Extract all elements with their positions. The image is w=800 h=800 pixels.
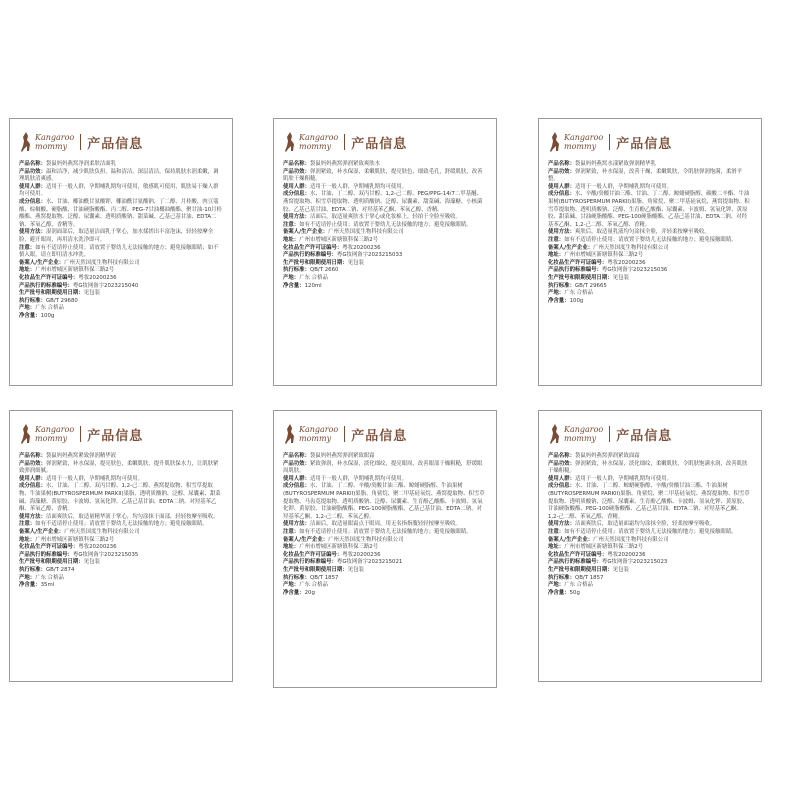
info-row <box>19 521 223 529</box>
info-row <box>548 275 752 283</box>
info-row <box>548 267 752 275</box>
header-divider <box>344 134 345 150</box>
info-value: 适用于一般人群，孕期哺乳期均可使用。 <box>574 183 673 190</box>
brand-name-line2: mommy <box>564 434 597 443</box>
brand-logo <box>19 131 74 153</box>
info-label: 生产批号和限期使用日期： <box>283 259 348 266</box>
info-row <box>548 590 752 598</box>
info-value: 广东 合格品 <box>299 274 328 281</box>
info-value: 见包装 <box>347 259 364 266</box>
info-label: 注意： <box>548 236 565 243</box>
info-row <box>283 245 487 253</box>
info-value: 袋鼠妈妈燕窝紧致弹润精华液 <box>45 453 117 459</box>
info-label: 产地： <box>283 274 300 281</box>
section-title: 产品信息 <box>351 136 408 152</box>
info-value: 广州天然国度生物科技有限公司 <box>328 229 404 236</box>
info-label: 使用方法： <box>283 214 310 221</box>
brand-name-line2: mommy <box>35 434 68 443</box>
info-label: 使用人群： <box>548 183 575 190</box>
section-title: 产品信息 <box>351 428 408 444</box>
info-label: 净含量： <box>283 282 305 289</box>
brand-name-line2: mommy <box>35 142 68 151</box>
info-row <box>283 529 487 537</box>
info-label: 备案人/生产企业： <box>283 536 329 543</box>
info-label: 使用方法： <box>283 521 310 528</box>
info-label: 化妆品生产许可证编号： <box>19 544 79 551</box>
info-row <box>548 567 752 575</box>
info-value: 适用于一般人群，孕期哺乳期均可使用。 <box>309 183 408 190</box>
info-row <box>283 582 487 590</box>
info-value: 水、辛酸/癸酸甘油三酯、甘油、丁二醇、鲸蜡硬脂醇、碳酸二辛酯、牛油果树(BUTYROSPERMUM PARKII)果脂、角鲨烷、聚二甲基硅氧烷、燕窝提取物、积雪草提取物、透明质酸钠、泛醇、生育酚乙酸酯、尿囊素、卡波姆、氢氧化钾、黄原胶、甜菜碱、甘油硬脂酸酯、PEG-100硬脂酸酯、乙基己基甘油、EDTA二钠、对羟基苯乙酮、1,2-己二醇、苯氧乙醇、香精。 <box>548 191 750 228</box>
header-divider <box>80 426 81 442</box>
info-value: 广东 合格品 <box>35 574 64 581</box>
brand-name-line1: Kangaroo <box>299 133 339 142</box>
info-row <box>283 544 487 552</box>
info-row <box>19 483 223 513</box>
info-label: 化妆品生产许可证编号： <box>548 551 608 558</box>
info-value: 广州市增城区新塘镇科保三路2号 <box>299 236 379 243</box>
header-divider <box>80 134 81 150</box>
info-label: 产品名称： <box>19 161 46 167</box>
info-value: 水、甘油、丁二醇、双丙甘醇、1,2-己二醇、燕窝提取物、积雪草提取物、牛油果树(BUTYROSPERMUM PARKII)果脂、透明质酸钠、泛醇、尿囊素、甜菜碱、海藻糖、黄原胶、卡波姆、氢氧化钾、乙基己基甘油、EDTA二钠、对羟基苯乙酮、苯氧乙醇、香精。 <box>19 483 221 513</box>
info-label: 化妆品生产许可证编号： <box>19 274 79 281</box>
info-row <box>283 267 487 275</box>
card-header <box>19 419 223 449</box>
info-row <box>548 461 752 476</box>
card-header <box>548 419 752 449</box>
info-value: 粤妆20200236 <box>342 551 381 558</box>
product-info-card <box>538 118 762 386</box>
info-label: 注意： <box>19 521 36 528</box>
brand-name-line1: Kangaroo <box>564 425 604 434</box>
info-value: 袋鼠妈妈燕窝弹润紧致眼霜 <box>309 453 375 459</box>
info-row <box>19 169 223 184</box>
info-row <box>283 275 487 283</box>
section-title: 产品信息 <box>87 428 144 444</box>
info-value: 爽肤后，取适量乳液均匀涂抹全脸，并轻柔按摩至吸收。 <box>574 229 710 236</box>
section-title: 产品信息 <box>616 136 673 152</box>
info-value: 粤G妆网备字2023215036 <box>601 267 668 274</box>
info-label: 产品名称： <box>19 453 46 459</box>
info-row <box>548 575 752 583</box>
brand-logo <box>283 423 338 445</box>
info-value: 如有不适请停止使用；请放置于婴幼儿无法接触的地方；避免接触眼睛。 <box>564 528 737 535</box>
info-label: 产品执行的标准编号： <box>548 559 602 566</box>
info-row <box>19 582 223 590</box>
product-info-card <box>9 118 233 386</box>
info-row <box>19 290 223 298</box>
info-row <box>283 453 487 461</box>
info-value: 袋鼠妈妈燕窝弹润紧致面霜 <box>574 453 640 459</box>
info-value: 粤妆20200236 <box>342 244 381 251</box>
info-value: 如有不适请停止使用；请放置于婴幼儿无法接触的地方；避免接触眼睛。 <box>299 221 472 228</box>
info-value: 洁面后，取适量爽肤水于掌心或化妆棉上，轻拍于全脸至吸收。 <box>309 214 461 221</box>
info-value: 35ml <box>40 582 55 589</box>
brand-name-line1: Kangaroo <box>564 133 604 142</box>
info-label: 成分信息： <box>283 483 310 490</box>
info-value: 广州市增城区新塘镇科保三路2号 <box>564 252 644 259</box>
info-rows <box>283 453 487 597</box>
info-label: 备案人/生产企业： <box>19 259 65 266</box>
info-label: 生产批号和限期使用日期： <box>548 566 613 573</box>
info-value: 如有不适请停止使用；请放置于婴幼儿无法接触的地方；避免接触眼睛。 <box>564 236 737 243</box>
info-row <box>283 575 487 583</box>
product-info-card <box>273 118 497 386</box>
info-row <box>548 283 752 291</box>
kangaroo-icon <box>548 131 562 153</box>
info-label: 净含量： <box>19 582 41 589</box>
info-label: 产品执行的标准编号： <box>19 282 73 289</box>
info-row <box>548 537 752 545</box>
info-label: 地址： <box>19 536 36 543</box>
info-label: 产地： <box>19 574 36 581</box>
info-value: 粤妆20200236 <box>78 544 117 551</box>
info-label: 使用方法： <box>548 229 575 236</box>
info-value: 广州市增城区新塘镇科保三路2号 <box>299 544 379 551</box>
info-value: GB/T 29680 <box>45 297 78 304</box>
info-rows <box>548 453 752 597</box>
info-label: 产地： <box>283 582 300 589</box>
info-label: 产品功效： <box>19 460 46 467</box>
info-value: 如有不适请停止使用；请放置于婴幼儿无法接触的地方；避免接触眼睛。 <box>299 528 472 535</box>
info-value: 见包装 <box>347 566 364 573</box>
info-row <box>548 559 752 567</box>
info-rows <box>548 161 752 305</box>
info-label: 产品执行的标准编号： <box>283 252 337 259</box>
info-label: 产地： <box>19 305 36 312</box>
info-row <box>548 161 752 169</box>
info-value: 适用于一般人群，孕期哺乳期均可使用。 <box>45 475 144 482</box>
info-label: 备案人/生产企业： <box>19 528 65 535</box>
brand-name-line2: mommy <box>299 434 332 443</box>
brand-name-line2: mommy <box>564 142 597 151</box>
info-label: 地址： <box>548 252 565 259</box>
info-label: 使用人群： <box>283 475 310 482</box>
info-value: 弹润紧致，补水保湿，淡化细纹，柔嫩肌肤，令肌肤饱满水润，改善肌肤干燥粗糙。 <box>548 460 748 475</box>
info-label: 注意： <box>283 528 300 535</box>
info-label: 产品功效： <box>548 460 575 467</box>
info-value: 广东 合格品 <box>564 582 593 589</box>
info-row <box>19 245 223 260</box>
info-row <box>548 290 752 298</box>
info-row <box>283 461 487 476</box>
info-value: 100g <box>569 297 584 304</box>
info-row <box>19 537 223 545</box>
info-row <box>548 252 752 260</box>
info-label: 成分信息： <box>19 483 46 490</box>
info-value: 水、甘油、丁二醇、鲸蜡硬脂醇、辛酸/癸酸甘油三酯、牛油果树(BUTYROSPERMUM PARKII)果脂、角鲨烷、聚二甲基硅氧烷、燕窝提取物、积雪草提取物、透明质酸钠、泛醇、尿囊素、生育酚乙酸酯、卡波姆、氢氧化钾、黄原胶、甘油硬脂酸酯、PEG-100硬脂酸酯、乙基己基甘油、EDTA二钠、对羟基苯乙酮、1,2-己二醇、苯氧乙醇、香精。 <box>548 483 750 520</box>
info-label: 产品功效： <box>19 168 46 175</box>
kangaroo-icon <box>548 423 562 445</box>
info-value: QB/T 1857 <box>309 574 339 581</box>
info-value: 广州市增城区新塘镇科保三路2号 <box>35 267 115 274</box>
info-row <box>19 229 223 244</box>
info-value: 广州市增城区新塘镇科保三路2号 <box>35 536 115 543</box>
info-label: 注意： <box>283 221 300 228</box>
info-label: 执行标准： <box>283 574 310 581</box>
brand-name-line2: mommy <box>299 142 332 151</box>
info-label: 地址： <box>283 544 300 551</box>
info-label: 产品执行的标准编号： <box>283 559 337 566</box>
info-label: 生产批号和限期使用日期： <box>19 559 84 566</box>
info-row <box>548 229 752 237</box>
info-value: QB/T 2660 <box>309 267 339 274</box>
info-row <box>19 544 223 552</box>
info-label: 产品名称： <box>548 161 575 167</box>
info-label: 产品功效： <box>283 168 310 175</box>
info-rows <box>283 161 487 290</box>
info-value: 广州天然国度生物科技有限公司 <box>64 259 140 266</box>
info-value: 粤妆20200236 <box>607 551 646 558</box>
info-row <box>19 461 223 476</box>
info-label: 产地： <box>548 290 565 297</box>
info-label: 地址： <box>19 267 36 274</box>
info-row <box>283 483 487 521</box>
section-title: 产品信息 <box>616 428 673 444</box>
info-label: 净含量： <box>548 297 570 304</box>
info-row <box>19 575 223 583</box>
info-label: 净含量： <box>19 312 41 319</box>
info-row <box>19 267 223 275</box>
info-label: 执行标准： <box>19 297 46 304</box>
info-label: 使用人群： <box>19 183 46 190</box>
section-title: 产品信息 <box>87 136 144 152</box>
info-label: 注意： <box>548 528 565 535</box>
info-label: 净含量： <box>548 589 570 596</box>
info-row <box>19 184 223 199</box>
info-label: 使用人群： <box>283 183 310 190</box>
info-label: 使用人群： <box>19 475 46 482</box>
info-row <box>283 559 487 567</box>
product-info-card <box>9 410 233 682</box>
kangaroo-icon <box>283 131 297 153</box>
card-header <box>283 127 487 157</box>
info-value: 20g <box>304 589 315 596</box>
info-row <box>283 161 487 169</box>
kangaroo-icon <box>19 131 33 153</box>
info-row <box>283 252 487 260</box>
info-value: 水、甘油、丁二醇、双丙甘醇、1,2-己二醇、PEG/PPG-14/7二甲基醚、燕窝提取物、积雪草提取物、透明质酸钠、泛醇、尿囊素、甜菜碱、海藻糖、小核菌胶、乙基己基甘油、EDTA二钠、对羟基苯乙酮、苯氧乙醇、香精。 <box>283 191 483 213</box>
info-row <box>283 237 487 245</box>
info-label: 执行标准： <box>548 574 575 581</box>
info-label: 化妆品生产许可证编号： <box>283 551 343 558</box>
info-label: 注意： <box>19 244 36 251</box>
info-value: 粤妆20200236 <box>78 274 117 281</box>
info-value: 50g <box>569 589 580 596</box>
info-label: 执行标准： <box>19 566 46 573</box>
info-label: 成分信息： <box>548 191 575 198</box>
info-value: 粤G妆网备字2023215021 <box>336 559 403 566</box>
info-value: 适用于一般人群，孕期哺乳期均可使用，敏感肌可使用，肌肤易干燥人群均可使用。 <box>19 183 219 198</box>
info-row <box>19 275 223 283</box>
info-value: 水、甘油、丁二醇、辛酸/癸酸甘油三酯、鲸蜡硬脂醇、牛油果树(BUTYROSPERMUM PARKII)果脂、角鲨烷、聚二甲基硅氧烷、燕窝提取物、积雪草提取物、马齿苋提取物、透明质酸钠、泛醇、尿囊素、生育酚乙酸酯、卡波姆、氢氧化钾、黄原胶、甘油硬脂酸酯、PEG-100硬脂酸酯、乙基己基甘油、EDTA二钠、对羟基苯乙酮、1,2-己二醇、苯氧乙醇。 <box>283 483 485 520</box>
info-value: 紧致弹润，补水保湿，淡化细纹，提亮眼周，改善眼部干燥粗糙，舒缓眼周肌肤。 <box>283 460 483 475</box>
info-row <box>19 453 223 461</box>
info-row <box>548 237 752 245</box>
info-row <box>283 169 487 184</box>
card-header <box>283 419 487 449</box>
info-value: 广东 合格品 <box>35 305 64 312</box>
info-label: 使用方法： <box>19 229 46 236</box>
info-label: 产品执行的标准编号： <box>19 551 73 558</box>
info-value: QB/T 1857 <box>574 574 604 581</box>
brand-name-line1: Kangaroo <box>35 133 75 142</box>
info-row <box>283 283 487 291</box>
info-value: 粤G妆网备字2023215035 <box>72 551 139 558</box>
info-label: 地址： <box>283 236 300 243</box>
info-value: 洁面后，取适量眼霜点于眼周，用无名指指腹轻轻按摩至吸收。 <box>309 521 461 528</box>
info-value: 弹润紧致，补水保湿，改善干燥，柔嫩肌肤，令肌肤弹润饱满，柔滑平整。 <box>548 168 743 183</box>
info-label: 产品名称： <box>283 161 310 167</box>
info-value: 袋鼠妈妈燕窝水漾紧致弹润精华乳 <box>574 161 656 167</box>
info-label: 执行标准： <box>283 267 310 274</box>
info-label: 地址： <box>548 544 565 551</box>
info-rows <box>19 453 223 590</box>
info-row <box>19 305 223 313</box>
info-value: 粤G妆网备字2023215033 <box>336 252 403 259</box>
info-value: 100g <box>40 312 55 319</box>
info-row <box>283 229 487 237</box>
header-divider <box>609 134 610 150</box>
brand-name-line1: Kangaroo <box>35 425 75 434</box>
info-row <box>283 567 487 575</box>
info-rows <box>19 161 223 320</box>
info-row <box>548 169 752 184</box>
info-value: 粤G妆网备字2023215023 <box>601 559 668 566</box>
info-value: 弹润紧致，补水保湿，柔嫩肌肤，提亮肤色，细致毛孔，舒缓肌肤，改善肌肤干燥粗糙。 <box>283 168 483 183</box>
info-value: 洁面爽肤后，取适量精华液于掌心，均匀涂抹于面部，轻轻按摩至吸收。 <box>45 513 219 520</box>
info-label: 产品执行的标准编号： <box>548 267 602 274</box>
info-value: 袋鼠妈妈燕窝净润柔肤洁面乳 <box>45 161 117 167</box>
info-label: 备案人/生产企业： <box>548 244 594 251</box>
info-value: GB/T 29665 <box>574 282 607 289</box>
info-value: 见包装 <box>612 566 629 573</box>
info-label: 使用方法： <box>19 513 46 520</box>
info-value: 如有不适请停止使用；请放置于婴幼儿无法接触的地方；避免接触眼睛；如不慎入眼，请立即用清水冲洗。 <box>19 244 219 259</box>
info-value: 水、甘油、椰油酰甘氨酸钾、椰油酰甘氨酸钠、丁二醇、月桂酸、肉豆蔻酸、棕榈酸、硬脂酸、甘油硬脂酸酯、丙二醇、PEG-7甘油椰油酸酯、聚甘油-10月桂酸酯、燕窝提取物、泛醇、尿囊素、透明质酸钠、甜菜碱、乙基己基甘油、EDTA二钠、苯氧乙醇、香精等。 <box>19 198 222 228</box>
kangaroo-icon <box>283 423 297 445</box>
product-info-card <box>273 410 497 688</box>
info-value: 广州市增城区新塘镇科保三路2号 <box>564 544 644 551</box>
kangaroo-icon <box>19 423 33 445</box>
info-value: 广州天然国度生物科技有限公司 <box>593 244 669 251</box>
info-row <box>283 590 487 598</box>
info-label: 执行标准： <box>548 282 575 289</box>
info-row <box>548 298 752 306</box>
info-row <box>548 521 752 529</box>
info-row <box>548 582 752 590</box>
info-row <box>19 283 223 291</box>
info-value: 洁面爽肤后，取适量面霜均匀涂抹全脸，轻柔按摩至吸收。 <box>574 521 716 528</box>
info-label: 产品功效： <box>548 168 575 175</box>
info-label: 使用人群： <box>548 475 575 482</box>
info-value: 见包装 <box>83 290 100 297</box>
info-label: 生产批号和限期使用日期： <box>548 274 613 281</box>
info-row <box>19 161 223 169</box>
header-divider <box>344 426 345 442</box>
info-row <box>283 537 487 545</box>
info-value: 弹润紧致，补水保湿，提亮肤色，柔嫩肌肤，提升肌肤保水力，让肌肤紧致弹润细腻。 <box>19 460 219 475</box>
info-value: 粤G妆网备字2023215040 <box>72 282 139 289</box>
info-row <box>283 214 487 222</box>
info-value: 袋鼠妈妈燕窝弹润紧致爽肤水 <box>309 161 381 167</box>
info-label: 生产批号和限期使用日期： <box>19 290 84 297</box>
info-label: 产品名称： <box>283 453 310 459</box>
card-header <box>19 127 223 157</box>
info-row <box>19 313 223 321</box>
info-label: 化妆品生产许可证编号： <box>283 244 343 251</box>
info-row <box>548 191 752 229</box>
info-label: 净含量： <box>283 589 305 596</box>
product-info-card <box>538 410 762 682</box>
info-row <box>283 521 487 529</box>
info-value: 粤妆20200236 <box>607 259 646 266</box>
info-label: 使用方法： <box>548 521 575 528</box>
info-value: 广州天然国度生物科技有限公司 <box>593 536 669 543</box>
info-label: 生产批号和限期使用日期： <box>283 566 348 573</box>
info-row <box>548 483 752 521</box>
info-row <box>19 567 223 575</box>
info-row <box>548 529 752 537</box>
brand-logo <box>548 131 603 153</box>
info-value: 广东 合格品 <box>299 582 328 589</box>
info-row <box>548 544 752 552</box>
info-value: 适用于一般人群，孕期哺乳期均可使用。 <box>309 475 408 482</box>
info-value: 120ml <box>304 282 322 289</box>
info-row <box>283 191 487 214</box>
info-value: 如有不适请停止使用；请放置于婴幼儿无法接触的地方；避免接触眼睛。 <box>35 521 208 528</box>
info-row <box>19 199 223 229</box>
info-label: 备案人/生产企业： <box>283 229 329 236</box>
info-row <box>548 453 752 461</box>
card-header <box>548 127 752 157</box>
info-row <box>19 529 223 537</box>
info-value: 见包装 <box>612 274 629 281</box>
info-label: 成分信息： <box>283 191 310 198</box>
info-label: 备案人/生产企业： <box>548 536 594 543</box>
info-label: 成分信息： <box>548 483 575 490</box>
header-divider <box>609 426 610 442</box>
info-value: 适用于一般人群，孕期哺乳期均可使用。 <box>574 475 673 482</box>
brand-logo <box>283 131 338 153</box>
info-value: 见包装 <box>83 559 100 566</box>
info-value: 温和洁净，减少肌肤负担，温和清洁，深层清洁，保持肌肤水润柔嫩，调理肌肤清爽感。 <box>19 168 219 183</box>
info-value: 广州天然国度生物科技有限公司 <box>64 528 140 535</box>
info-label: 化妆品生产许可证编号： <box>548 259 608 266</box>
info-row <box>548 245 752 253</box>
info-value: 广东 合格品 <box>564 290 593 297</box>
brand-logo <box>19 423 74 445</box>
info-label: 产品名称： <box>548 453 575 459</box>
info-label: 产地： <box>548 582 565 589</box>
info-label: 产品功效： <box>283 460 310 467</box>
info-label: 成分信息： <box>19 198 46 205</box>
info-value: 广州天然国度生物科技有限公司 <box>328 536 404 543</box>
info-row <box>19 559 223 567</box>
info-value: GB/T 2874 <box>45 566 75 573</box>
brand-name-line1: Kangaroo <box>299 425 339 434</box>
brand-logo <box>548 423 603 445</box>
info-value: 湿润面部后，取适量洁面乳于掌心，加水揉搓出丰富泡沫，轻轻按摩全脸，避开眼周，再用清水洗净即可。 <box>19 229 214 243</box>
